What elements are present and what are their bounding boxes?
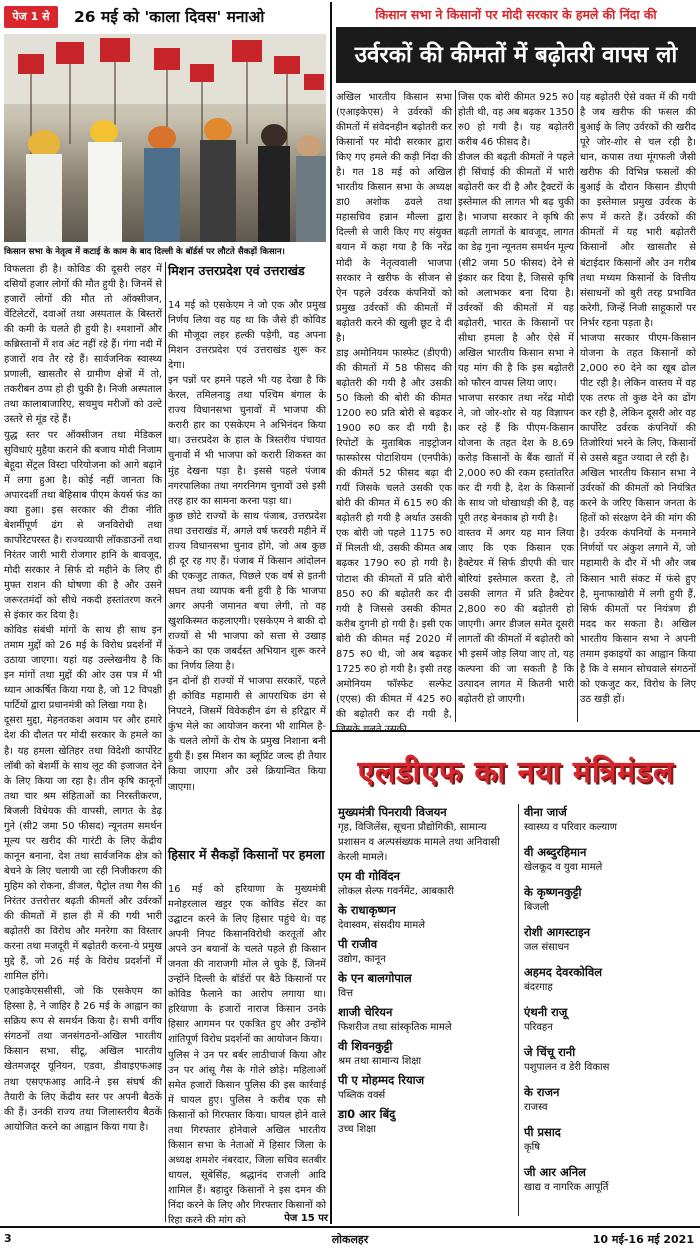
minister-name: एम वी गोविंदन — [338, 869, 400, 883]
column-rule — [577, 90, 578, 722]
cabinet-box — [336, 736, 696, 1222]
minister-name: मुख्यमंत्री पिनरायी विजयन — [338, 805, 447, 819]
minister-portfolio: गृह, विजिलेंस, सूचना प्रौद्योगिकी, सामान्य प्रशासन व अल्पसंख्यक मामले तथा अनिवासी केरली मामले। — [338, 822, 500, 863]
minister-entry — [524, 964, 694, 995]
left-headline: 26 मई को 'काला दिवस' मनाओ — [74, 8, 265, 26]
minister-name: के कृष्णनकुट्टी — [524, 885, 582, 899]
minister-name: शाजी चेरियन — [338, 1005, 393, 1019]
minister-entry — [524, 804, 694, 835]
minister-portfolio: फिशरीज तथा सांस्कृतिक मामले — [338, 1022, 452, 1033]
minister-name: जी आर अनिल — [524, 1165, 586, 1179]
minister-entry — [338, 936, 514, 967]
minister-portfolio: खाद्य व नागरिक आपूर्ति — [524, 1182, 609, 1193]
minister-name: रोशी आगस्टाइन — [524, 925, 590, 939]
minister-name: जे चिंचू रानी — [524, 1045, 576, 1059]
protest-photo — [4, 34, 326, 242]
right-headline: उर्वरकों की कीमतों में बढ़ोतरी वापस लो — [354, 42, 678, 68]
minister-portfolio: श्रम तथा सामान्य शिक्षा — [338, 1056, 422, 1067]
minister-name: के राजन — [524, 1085, 560, 1099]
minister-portfolio: उद्योग, कानून — [338, 954, 386, 965]
minister-entry — [338, 970, 514, 1001]
minister-name: एंथनी राजू — [524, 1005, 568, 1019]
minister-entry — [338, 868, 514, 899]
minister-name: पी प्रसाद — [524, 1125, 561, 1139]
subheading-hisar: हिसार में सैकड़ों किसानों पर हमला — [168, 847, 325, 862]
protest-photo-illustration — [4, 34, 326, 242]
minister-portfolio: कृषि — [524, 1142, 541, 1153]
minister-name: के राधाकृष्णन — [338, 903, 396, 917]
publication-name: लोकलहर — [331, 1233, 369, 1246]
minister-portfolio: पब्लिक वर्क्स — [338, 1090, 386, 1101]
minister-entry — [524, 1164, 694, 1195]
minister-portfolio: जल संसाधन — [524, 942, 570, 953]
minister-name: पी ए मोहम्मद रियाज — [338, 1073, 425, 1087]
subheading-mission: मिशन उत्तरप्रदेश एवं उत्तराखंड — [168, 263, 305, 278]
minister-entry — [338, 1004, 514, 1035]
left-column-2-part-1: 14 मई को एसकेएम ने जो एक और प्रमुख निर्णय लिया वह यह था कि जैसे ही कोविड की मौजूदा लहर हल्की पड़ेगी, वह अपना मिशन उत्तरप्रदेश एवं उत्तराखंड शुरू कर देगा। इन पन्नों पर हमने पहले भी यह देखा है कि केरल, तमिलनाडु तथा पश्चिम बंगाल के राज्य विधानसभा चुनावों में भाजपा की करारी हार का एसकेएम ने अभिनंदन किया था। उत्तरप्रदेश के हाल के त्रिस्तरीय पंचायत चुनावों में भी भाजपा को करारी शिकस्त का मुंह देखना पड़ा है। इससे पहले पंजाब नगरपालिका तथा नगरनिगम चुनावों उसे इसी तरह हार का सामना करना पड़ा था। कुछ छोटे राज्यों के साथ पंजाब, उत्तरप्रदेश तथा उत्तराखंड में, अगले वर्ष फरवरी महीने में राज्य विधानसभा चुनाव होंगे, जो अब कुछ ही दूर रह गए हैं। पंजाब में किसान आंदोलन की एकजुट ताकत, पिछले एक वर्ष से इतनी सघन तथा व्यापक बनी हुयी है कि भाजपा अगर अपनी जमानत बचा लेगी, तो वह खुशकिस्मत कहलाएगी। एसकेएम ने बाकी दो राज्यों से भी भाजपा को सत्ता से उखाड़ फेंकने का एक जबर्दस्त अभियान शुरू करने का निर्णय लिया है। इन दोनों ही राज्यों में भाजपा सरकारें, पहले ही कोविड महामारी से आपराधिक ढंग से निपटने, जिसमें विवेकहीन ढंग से हरिद्वार में कुंभ मेले का आयोजन करना भी शामिल है- के चलते लोगों के रोष के प्रमुख निशाना बनी हुयी हैं। इस मिशन का ब्लूप्रिंट जल्द ही तैयार किया जाएगा और उसे क्रियान्वित किया जाएगा। — [168, 300, 326, 793]
minister-portfolio: देवास्वम, संसदीय मामले — [338, 920, 425, 931]
minister-portfolio: राजस्व — [524, 1102, 548, 1113]
minister-name: वी शिवनकुट्टी — [338, 1039, 393, 1053]
right-column-2: जिस एक बोरी कीमत 925 रु0 होती थी, वह अब बढ़कर 1350 रु0 हो गयी है। यह बढ़ोतरी करीब 46 फीसद है। डीजल की बढ़ती कीमतों ने पहले ही सिंचाई की कीमतों में भारी बढ़ोतरी कर दी है और ट्रैक्टरों के इस्तेमाल की लागत भी बढ़ चुकी है। भाजपा सरकार ने कृषि की बढ़ती लागतों के बावजूद, लागत का डेढ़ गुना न्यूनतम समर्थन मूल्य (सी2 जमा 50 फीसद) देने से इंकार कर दिया है, जिससे कृषि को अलाभकर बना दिया है। उर्वरकों की कीमतों में यह बढ़ोतरी, भारत के किसानों पर सीधा हमला है और ऐसे में अखिल भारतीय किसान सभा ने यह मांग की है कि इस बढ़ोतरी को फौरन वापस लिया जाए। भाजपा सरकार तथा नरेंद्र मोदी ने, जो जोर-शोर से यह विज्ञापन कर रहे हैं कि पीएम-किसान योजना के तहत देश के 8.69 करोड़ किसानों के बैंक खातों में 2,000 रु0 की रकम हस्तांतरित कर दी गयी है, देश के किसानों के साथ जो धोखाधड़ी की है, वह पूरी तरह बेनकाब हो गयी है। वास्तव में अगर यह मान लिया जाए कि एक किसान एक हैक्टेयर में सिर्फ डीएपी की चार बोरियां इस्तेमाल करता है, तो उसकी लागत में प्रति हैक्टेयर 2,800 रु0 की बढ़ोतरी हो जाएगी। अगर डीजल समेत दूसरी लागतों की कीमतों में बढ़ोतरी को भी इसमें जोड़ लिया जाए तो, यह कल्पना की जा सकती है कि उत्पादन लागत में कितनी भारी बढ़ोतरी हो जाएगी। — [458, 92, 574, 705]
minister-portfolio: लोकल सेल्फ गवर्नमेंट, आबकारी — [338, 886, 454, 897]
minister-entry — [338, 902, 514, 933]
minister-portfolio: पशुपालन व डेरी विकास — [524, 1062, 610, 1073]
issue-date: 10 मई-16 मई 2021 — [592, 1233, 694, 1246]
minister-name: डा0 आर बिंदु — [338, 1107, 396, 1121]
column-rule — [165, 262, 166, 1222]
minister-portfolio: उच्च शिक्षा — [338, 1124, 376, 1135]
minister-entry — [524, 884, 694, 915]
minister-name: पी राजीव — [338, 937, 378, 951]
cabinet-column-rule — [518, 804, 519, 1216]
page-tag: पेज 1 से — [4, 6, 58, 28]
minister-portfolio: बंदरगाह — [524, 982, 553, 993]
minister-name: अहमद देवरकोविल — [524, 965, 603, 979]
continued-on-page: पेज 15 पर — [284, 1213, 328, 1224]
cabinet-title: एलडीएफ का नया मंत्रिमंडल — [357, 755, 675, 790]
minister-entry — [524, 844, 694, 875]
minister-portfolio: बिजली — [524, 902, 550, 913]
photo-caption: किसान सभा के नेतृत्व में कटाई के काम के बाद दिल्ली के बॉर्डर्स पर लौटते सैकड़ों किसान। — [4, 247, 285, 257]
right-column-3: यह बढ़ोतरी ऐसे वक्त में की गयी है जब खरीफ की फसल की बुआई के लिए उर्वरकों की खरीद पूरे जोर-शोर से चल रही है। धान, कपास तथा मूंगफली जैसी खरीफ की विभिन्न फसलों की बुआई के दौरान किसान डीएपी का इस्तेमाल प्रमुख उर्वरक के रूप में करते हैं। उर्वरकों की कीमतों में यह भारी बढ़ोतरी किसानों और खासतौर से बंटाईदार किसानों और उन गरीब तथा मध्यम किसानों के वित्तीय संसाधनों को बुरी तरह प्रभावित करेगी, जिन्हें निजी साहूकारों पर निर्भर रहना पड़ता है। भाजपा सरकार पीएम-किसान योजना के तहत किसानों को 2,000 रु0 देने का खूब ढोल पीट रही है। लेकिन वास्तव में वह एक तरफ तो कुछ देने का ढोंग कर रही है, लेकिन दूसरी ओर वह कार्पोरेट उर्वरक कंपनियों की तिजोरियां भरने के लिए, किसानों से उससे बहुत ज्यादा ले रही है। अखिल भारतीय किसान सभा ने उर्वरकों की कीमतों को नियंत्रित करने के जरिए किसान जनता के हितों को संरक्षण देने की मांग की है। उर्वरक कंपनियों के मनमाने निर्णयों पर अंकुश लगाने में, जो महामारी के दौर में भी और जब किसान भारी संकट में फंसे हुए है, मुनाफाखोरी में लगी हुयी हैं, सिर्फ कीमतों पर नियंत्रण ही मदद कर सकता है। अखिल भारतीय किसान सभा ने अपनी तमाम इकाइयों का आह्वान किया है कि वे समान सोचवाले संगठनों को एकजुट कर, विरोध के लिए उठ खड़ी हों। — [580, 92, 696, 705]
minister-entry — [524, 1004, 694, 1035]
minister-entry — [524, 1124, 694, 1155]
minister-entry — [338, 1072, 514, 1103]
column-rule — [455, 90, 456, 722]
left-column-1: विफलता ही है। कोविड की दूसरी लहर में दसियों हजार लोगों की मौत हुयी है। जिनमें से हजारों लोगों की मौत तो ऑक्सीजन, वेंटिलेटरों, दवाओं तथा अस्पताल के बिस्तरों की कमी के चलते ही हुयी है। श्मशानों और कब्रिस्तानों में शव अंट नहीं रहे हैं। गंगा नदी में हजारों शव तैर रहे हैं। सार्वजनिक स्वास्थ्य प्रणाली, खासतौर से ग्रामीण क्षेत्रों में तो, तकरीबन ठप्प हो ही चुकी है। निजी अस्पताल तथा कालाबाजारिए, सचमुच मरीजों को उल्टे उस्तरे से मूंड रहे हैं। युद्ध स्तर पर ऑक्सीजन तथा मेडिकल सुविधाएं मुहैया कराने की बजाय मोदी निजाम बेहूदा सेंट्रल विस्टा परियोजना को आगे बढ़ाने में लगा हुआ है। कोई नहीं जानता कि अपारदर्शी तथा बेहिसाब पीएम केयर्स फंड का क्या हुआ। इस सरकार की टीका नीति बेशर्मीपूर्ण ढंग से जनविरोधी तथा कार्पोरेटपरस्त है। राज्यव्यापी लॉकडाउनों तथा निरंतर जारी भारी रोजगार हानि के बावजूद, मोदी सरकार ने सिर्फ दो महीने के लिए ही मुफ्त राशन की घोषणा की है और उसने जरूरतमंदों को सीधे नकदी हस्तांतरण करने से इंकार कर दिया है। कोविड संबंधी मांगों के साथ ही साथ इन तमाम मुद्दों को 26 मई के विरोध प्रदर्शनों में उठाया जाएगा। यहां यह उल्लेखनीय है कि इन मांगों तथा मुद्दों की ओर उस पत्र में भी ध्यान आकर्षित किया गया है, जो 12 विपक्षी पार्टियों द्वारा प्रधानमंत्री को लिखा गया है। दूसरा मुद्दा, मेहनतकश अवाम पर और हमारे देश की दौलत पर मोदी सरकार के हमले का है। यह हमला खेतिहर तथा विदेशी कार्पोरेट लॉबी को बेशर्मी के साथ लूट की इजाजत देने के लिए किया जा रहा है। तीन कृषि कानूनों तथा चार श्रम संहिताओं का निरस्तीकरण, बिजली विधेयक की वापसी, लागत के डेढ़ गुने (सी2 जमा 50 फीसद) न्यूनतम समर्थन मूल्य पर खरीद की गारंटी के लिए केंद्रीय कानून बनाना, देश तथा सार्वजनिक क्षेत्र को बेचने के लिए चलायी जा रही निजीकरण की मुहिम को रोकना, डीजल, पैट्रोल तथा गैस की निरंतर उत्तरोत्तर बढ़ती कीमतों और उर्वरकों की कीमतों में हाल ही में की गयी भारी बढ़ोतरी का विरोध और मनरेगा का विस्तार करना तथा मजदूरी में बढ़ोतरी करना-ये प्रमुख मुद्दे हैं, जो 26 मई के विरोध प्रदर्शनों में शामिल होंगे। एआइकेएससीसी, जो कि एसकेएम का हिस्सा है, ने जाहिर है 26 मई के आह्वान का सक्रिय रूप से समर्थन किया है। सभी वर्गीय संगठनों तथा जनसंगठनों-अखिल भारतीय किसान सभा, सीटू, अखिल भारतीय खेतमजदूर यूनियन, एडवा, डीवाइएफआइ तथा एसएफआइ आदि-ने इस संघर्ष की तैयारी के लिए केंद्रीय स्तर पर अपनी बैठकें की हैं। उनकी राज्य तथा जिलास्तरीय बैठकें आयोजित करने का आह्वान किया गया है। — [4, 264, 162, 1133]
minister-entry — [338, 804, 514, 865]
minister-portfolio: खेलकूद व युवा मामले — [524, 862, 603, 873]
minister-portfolio: परिवहन — [524, 1022, 553, 1033]
minister-entry — [338, 1038, 514, 1069]
right-column-1: अखिल भारतीय किसान सभा (एआइकेएस) ने उर्वरकों की कीमतों में संवेदनहीन बढ़ोतरी कर किसानों पर मोदी सरकार द्वारा किए गए हमले की कड़ी निंदा की है। गत 18 मई को अखिल भारतीय किसान सभा के अध्यक्ष डा0 अशोक ढवले तथा महासचिव हन्नान मौल्ला द्वारा दिल्ली से जारी किए गए संयुक्त बयान में कहा गया है कि नरेंद्र मोदी के नेतृत्ववाली भाजपा सरकार ने खरीफ के सीजन से ऐन पहले उर्वरक कंपनियों को प्रमुख उर्वरकों की कीमतों में बढ़ोतरी करने की खुली छूट दे दी है। डाइ अमोनियम फास्फेट (डीएपी) की कीमतों में 58 फीसद की बढ़ोतरी की गयी है और उसकी 50 किलो की बोरी की कीमत 1200 रु0 प्रति बोरी से बढ़कर 1900 रु0 कर दी गयी है। रिपोर्टों के मुताबिक नाइट्रोजन फास्फोरस पोटाशियम (एनपीके) की कीमतें 52 फीसद बढ़ा दी गयीं जिसके चलते उसकी एक बोरी की कीमत में 615 रु0 की बढ़ोतरी हो गयी है अर्थात उसकी एक बोरी जो पहले 1175 रु0 में मिलती थी, उसकी कीमत अब बढ़कर 1790 रु0 हो गयी है। पोटाश की कीमतों में प्रति बोरी 850 रु0 की बढ़ोतरी कर दी गयी है जिससे उसकी कीमत करीब दुगनी हो गयी है। इसी एक बोरी की कीमत मई 2020 में 875 रु0 थी, जो अब बढ़कर 1725 रु0 हो गयी है। इसी तरह अमोनियम फॉस्फेट सल्फेट (एएस) की कीमत में 425 रु0 की बढ़ोतरी कर दी गयी है, — [336, 92, 452, 720]
minister-name: वी अब्दुरहिमान — [524, 845, 587, 859]
minister-entry — [524, 1084, 694, 1115]
story-divider — [330, 2, 332, 1224]
section-divider — [332, 730, 700, 732]
minister-entry — [338, 1106, 514, 1137]
right-kicker: किसान सभा ने किसानों पर मोदी सरकार के हमले की निंदा की — [375, 7, 657, 22]
cabinet-right-list — [524, 804, 694, 1204]
cabinet-left-list — [338, 804, 514, 1140]
footer-rule — [0, 1226, 700, 1228]
minister-portfolio: वित्त — [338, 988, 354, 999]
minister-name: वीना जार्ज — [524, 805, 567, 819]
right-headline-band — [336, 27, 696, 83]
minister-entry — [524, 1044, 694, 1075]
page-number: 3 — [4, 1232, 12, 1245]
left-column-2-part-2: 16 मई को हरियाणा के मुख्यमंत्री मनोहरलाल खट्टर एक कोविड सेंटर का उद्घाटन करने के लिए हिसार पहुंचे थे। वह अपनी निपट किसानविरोधी करतूतों और अपने उन बयानों के चलते पहले ही किसान जनता की नाराजगी मोल ले चुके हैं, जिनमें उन्होंने दिल्ली के बॉर्डरों पर बैठे किसानों पर कोविड फैलाने का आरोप लगाया था। हरियाणा के हजारों नाराज किसान उनके हिसार आगमन पर एकत्रित हुए और उन्होंने शांतिपूर्ण विरोध प्रदर्शनों का आयोजन किया। पुलिस ने उन पर बर्बर लाठीचार्ज किया और उन पर आंसू गैस के गोले छोड़े। महिलाओं समेत हजारों किसान पुलिस की इस कार्रवाई में घायल हुए। पुलिस ने करीब एक सौ किसानों को गिरफ्तार किया। घायल होने वाले तथा गिरफ्तार होनेवाले अखिल भारतीय किसान सभा के नेताओं में हिसार जिला के अध्यक्ष शमशेर नंबरदार, जिला सचिव सतबीर धायल, सूबेसिंह, श्रद्धानंद राजली आदि शामिल हैं। बहादुर किसानों ने इस दमन की निंदा करने के लिए और गिरफ्तार किसानों को रिहा करने की मांग को — [168, 884, 326, 1227]
minister-portfolio: स्वास्थ्य व परिवार कल्याण — [524, 822, 617, 833]
minister-name: के एन बालगोपाल — [338, 971, 412, 985]
minister-entry — [524, 924, 694, 955]
